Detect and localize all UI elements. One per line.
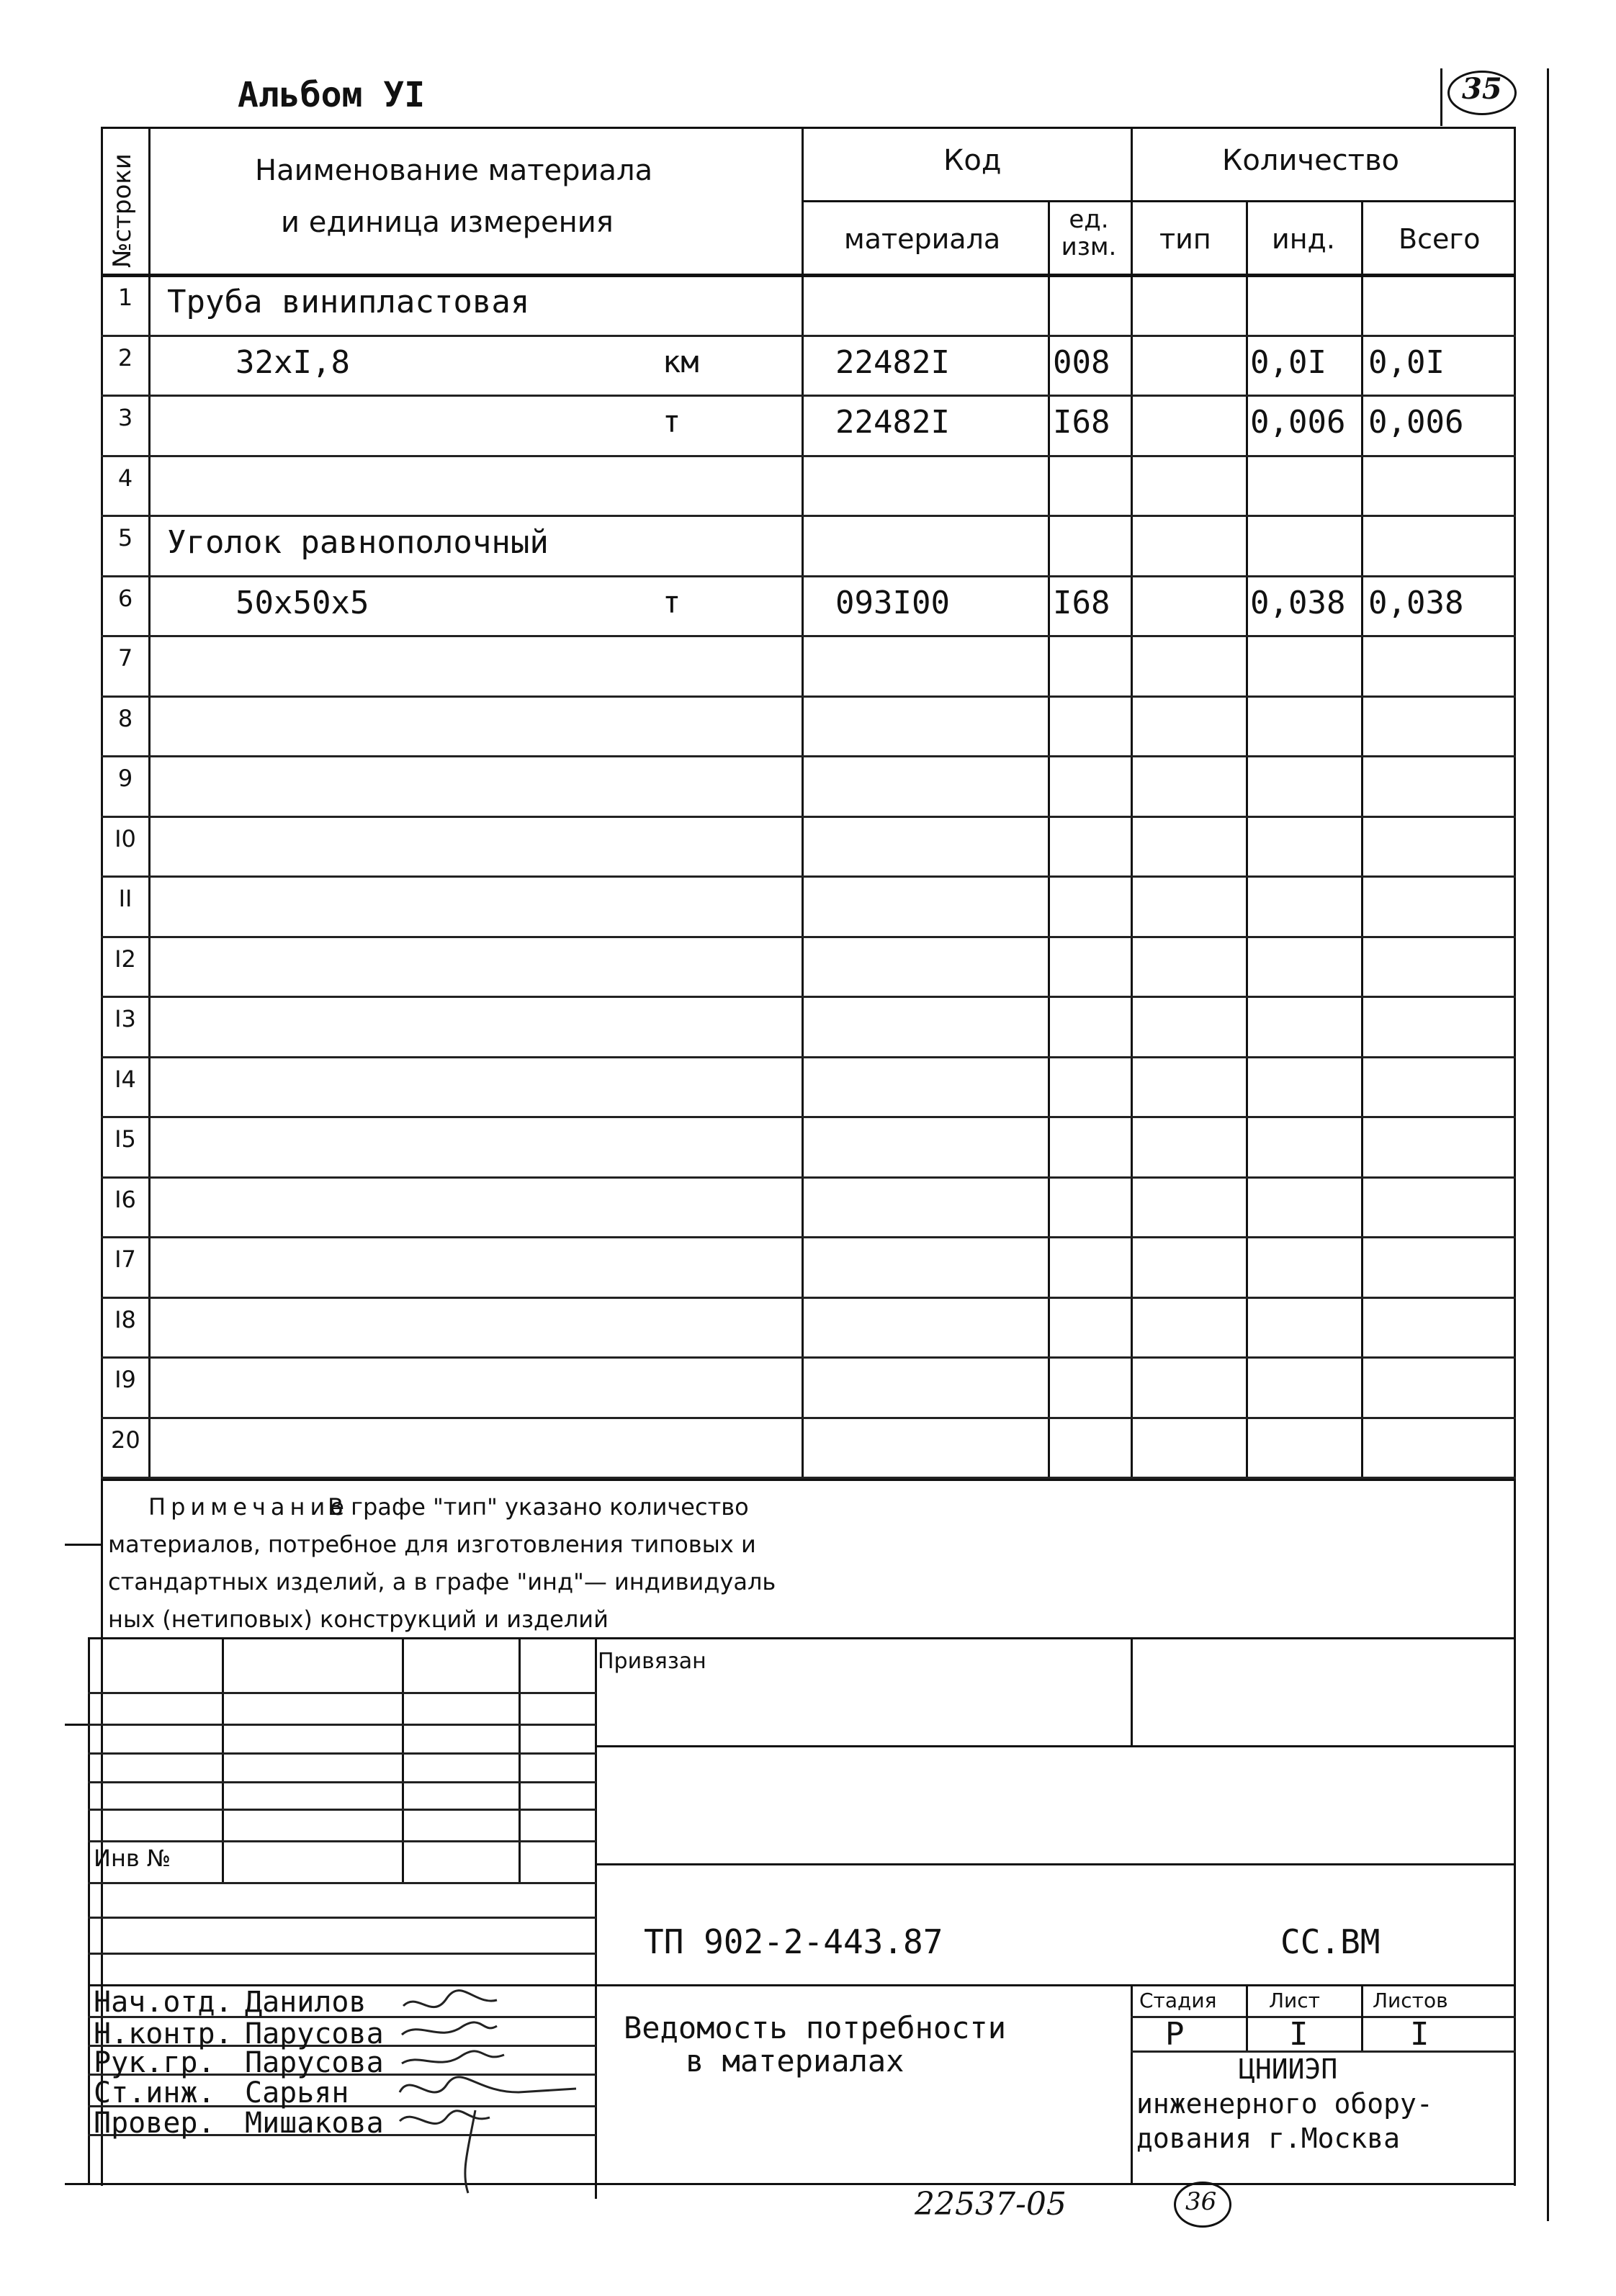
sheet-value: I <box>1289 2016 1308 2053</box>
qty-total: 0,006 <box>1368 404 1464 441</box>
row-number: I6 <box>115 1185 136 1213</box>
row-number: I3 <box>115 1005 136 1032</box>
material-code: 22482I <box>835 343 950 381</box>
unit-code: I68 <box>1053 404 1110 441</box>
row-number: 6 <box>117 584 133 612</box>
sheet-label: Лист <box>1269 1989 1320 2012</box>
signer-name: Парусова <box>245 2017 384 2050</box>
col-header-qty-type: тип <box>1159 223 1211 255</box>
row-number: I2 <box>115 945 136 973</box>
row-number: 7 <box>117 644 133 672</box>
material-name: Труба винипластовая <box>167 284 530 320</box>
privyazan-label: Привязан <box>598 1649 706 1674</box>
signer-role: Н.контр. <box>94 2017 233 2050</box>
signer-role: Нач.отд. <box>94 1986 233 2019</box>
col-header-name-2: и единица измерения <box>281 206 614 239</box>
row-number: I0 <box>115 824 136 852</box>
note-line-4: ных (нетиповых) конструкций и изделий <box>108 1606 609 1633</box>
signer-role: Рук.гр. <box>94 2046 215 2079</box>
col-header-row-no: №строки <box>108 153 137 268</box>
col-header-quantity: Количество <box>1222 144 1400 177</box>
row-number: 1 <box>117 284 133 311</box>
unit-name: т <box>663 584 681 620</box>
row-number: 8 <box>117 704 133 732</box>
page-mark: 35 <box>1462 72 1502 106</box>
note-line-3: стандартных изделий, а в графе "инд"— индивидуаль <box>108 1568 776 1595</box>
note-line-1: В графе "тип" указано количество <box>328 1493 749 1521</box>
row-number: 9 <box>117 765 133 792</box>
footer-number: 22537-05 <box>915 2186 1067 2223</box>
row-number: I8 <box>115 1305 136 1333</box>
row-number: 3 <box>117 404 133 431</box>
row-number: 4 <box>117 464 133 492</box>
doc-title-2: в материалах <box>686 2043 904 2079</box>
col-header-code-material: материала <box>844 223 1001 255</box>
signer-role: Провер. <box>94 2107 215 2140</box>
doc-title-1: Ведомость потребности <box>624 2010 1007 2045</box>
qty-ind: 0,0I <box>1250 343 1327 381</box>
row-number: 5 <box>117 524 133 552</box>
org-line-1: ЦНИИЭП <box>1239 2053 1338 2085</box>
col-header-name-1: Наименование материала <box>255 154 653 187</box>
row-number: 20 <box>111 1426 140 1454</box>
qty-ind: 0,038 <box>1250 584 1346 621</box>
sheets-label: Листов <box>1373 1989 1448 2012</box>
row-number: I4 <box>115 1065 136 1093</box>
row-number: I9 <box>115 1366 136 1393</box>
inv-no-label: Инв № <box>94 1845 171 1872</box>
material-code: 22482I <box>835 404 950 441</box>
qty-ind: 0,006 <box>1250 404 1346 441</box>
signer-name: Мишакова <box>245 2107 384 2140</box>
unit-code: I68 <box>1053 584 1110 621</box>
org-line-3: дования г.Москва <box>1136 2122 1401 2154</box>
material-name: Уголок равнополочный <box>167 524 549 561</box>
material-name: 50х50х5 <box>235 584 369 621</box>
album-title: Альбом УI <box>238 75 426 115</box>
col-header-code-unit: ед. изм. <box>1061 205 1117 261</box>
row-number: II <box>118 885 133 912</box>
signer-name: Парусова <box>245 2046 384 2079</box>
signer-name: Сарьян <box>245 2076 349 2110</box>
material-name: 32хI,8 <box>235 343 350 381</box>
note-line-2: материалов, потребное для изготовления типовых и <box>108 1531 756 1558</box>
qty-total: 0,0I <box>1368 343 1445 381</box>
row-number: I5 <box>115 1125 136 1153</box>
row-number: I7 <box>115 1246 136 1273</box>
col-header-code: Код <box>943 144 1002 177</box>
unit-code: 008 <box>1053 343 1110 381</box>
stage-label: Стадия <box>1139 1989 1217 2012</box>
footer-page-mark: 36 <box>1185 2187 1217 2216</box>
material-code: 093I00 <box>835 584 950 621</box>
signature-marks <box>389 1984 605 2200</box>
col-header-qty-total: Всего <box>1399 223 1481 255</box>
col-header-qty-ind: инд. <box>1272 223 1335 255</box>
org-line-2: инженерного обору- <box>1136 2088 1433 2120</box>
sheets-value: I <box>1410 2016 1429 2053</box>
unit-name: т <box>663 404 681 439</box>
stage-value: Р <box>1165 2016 1185 2053</box>
qty-total: 0,038 <box>1368 584 1464 621</box>
note-lead: Примечание <box>148 1493 349 1521</box>
signer-role: Ст.инж. <box>94 2076 215 2110</box>
unit-name: км <box>663 343 699 379</box>
row-number: 2 <box>117 343 133 372</box>
doc-mark: СС.ВМ <box>1280 1922 1381 1961</box>
signer-name: Данилов <box>245 1986 367 2019</box>
doc-code: ТП 902-2-443.87 <box>644 1922 943 1961</box>
